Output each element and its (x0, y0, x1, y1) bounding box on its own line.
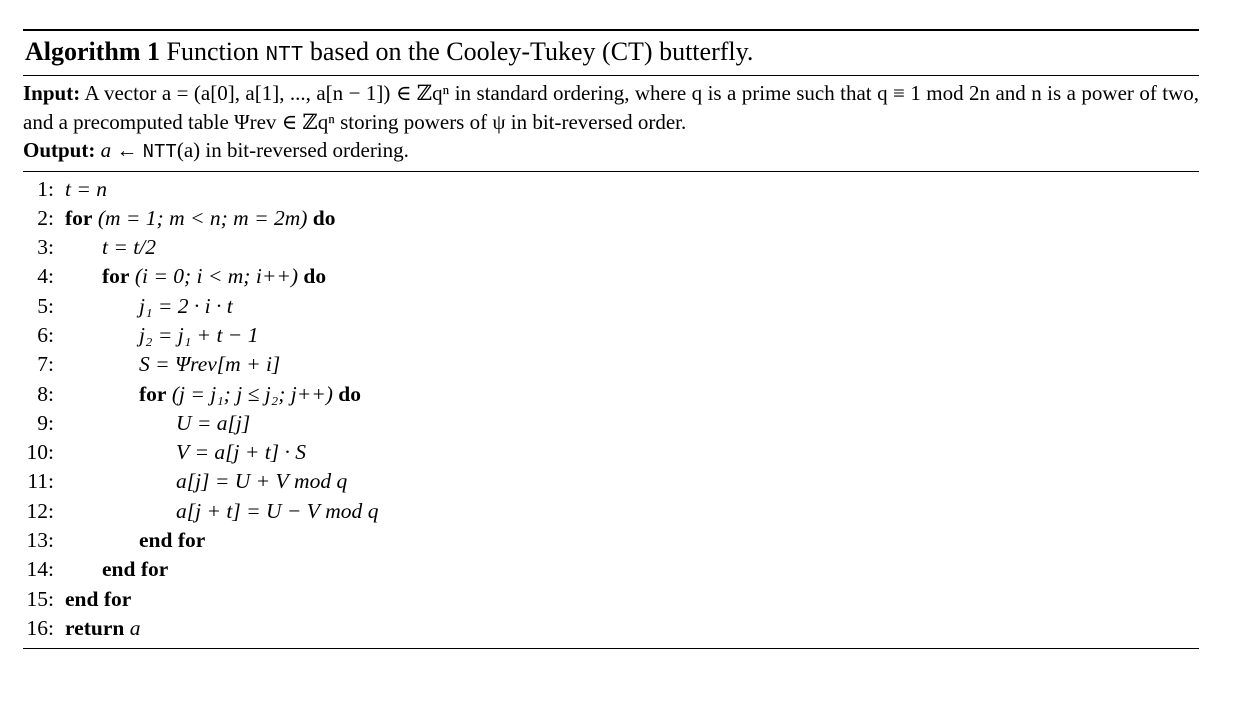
line-number: 1: (37, 176, 54, 201)
io-section (23, 76, 1199, 171)
output-label: Output: (23, 138, 96, 162)
line-code: j₁ = 2 · i · t (139, 293, 233, 318)
output-text-before: a ← (100, 138, 143, 162)
input-label: Input: (23, 81, 81, 105)
algorithm-block (23, 29, 1199, 649)
line-code: t = t/2 (102, 235, 156, 260)
algorithm-line (23, 438, 1199, 467)
algorithm-line (23, 409, 1199, 438)
line-code: t = n (65, 176, 107, 201)
algorithm-line (23, 292, 1199, 321)
algorithm-line (23, 262, 1199, 291)
algorithm-line (23, 350, 1199, 379)
line-code: j₂ = j₁ + t − 1 (139, 322, 259, 347)
caption-text-after: based on the Cooley-Tukey (CT) butterfly. (303, 37, 754, 66)
line-number: 8: (37, 381, 54, 406)
line-number: 16: (26, 615, 54, 640)
line-code: end for (65, 586, 132, 611)
algorithm-body (23, 172, 1199, 649)
algorithm-line (23, 321, 1199, 350)
output-function-name: NTT (142, 141, 177, 163)
algorithm-line (23, 175, 1199, 204)
line-code: for (m = 1; m < n; m = 2m) do (65, 205, 336, 230)
line-number: 4: (37, 264, 54, 289)
algorithm-line (23, 585, 1199, 614)
line-code: for (j = j₁; j ≤ j₂; j++) do (139, 381, 361, 406)
line-number: 12: (26, 498, 54, 523)
line-code: end for (139, 528, 206, 553)
line-number: 3: (37, 235, 54, 260)
line-code: a[j + t] = U − V mod q (176, 498, 379, 523)
algorithm-label: Algorithm 1 (25, 37, 161, 66)
line-number: 9: (37, 410, 54, 435)
algorithm-line (23, 614, 1199, 643)
line-code: S = Ψrev[m + i] (139, 352, 281, 377)
line-number: 10: (26, 440, 54, 465)
algorithm-line (23, 204, 1199, 233)
line-number: 7: (37, 352, 54, 377)
algorithm-line (23, 380, 1199, 409)
bottom-rule (23, 648, 1199, 649)
line-number: 14: (26, 557, 54, 582)
line-code: V = a[j + t] · S (176, 440, 306, 465)
output-text-after: (a) in bit-reversed ordering. (176, 138, 409, 162)
algorithm-line (23, 555, 1199, 584)
output-spec (23, 136, 1199, 167)
caption-text-before: Function (166, 37, 266, 66)
input-text: A vector a = (a[0], a[1], ..., a[n − 1]) ∈ ℤqⁿ in standard ordering, where q is a prime such that q ≡ 1 mod 2n and n is a power of two, and a precomputed table Ψrev ∈ ℤqⁿ storing powers of ψ in bit-reversed order. (23, 81, 1200, 134)
line-number: 11: (27, 469, 54, 494)
line-number: 15: (26, 586, 54, 611)
line-code: return a (65, 615, 141, 640)
line-number: 5: (37, 293, 54, 318)
algorithm-line (23, 467, 1199, 496)
line-code: U = a[j] (176, 410, 251, 435)
line-number: 6: (37, 322, 54, 347)
caption-function-name: NTT (265, 44, 304, 67)
line-code: for (i = 0; i < m; i++) do (102, 264, 327, 289)
algorithm-line (23, 526, 1199, 555)
line-number: 2: (37, 205, 54, 230)
line-code: end for (102, 557, 169, 582)
algorithm-line (23, 497, 1199, 526)
input-spec (23, 79, 1199, 136)
algorithm-line (23, 233, 1199, 262)
line-number: 13: (26, 528, 54, 553)
line-code: a[j] = U + V mod q (176, 469, 348, 494)
algorithm-caption (23, 31, 1199, 75)
